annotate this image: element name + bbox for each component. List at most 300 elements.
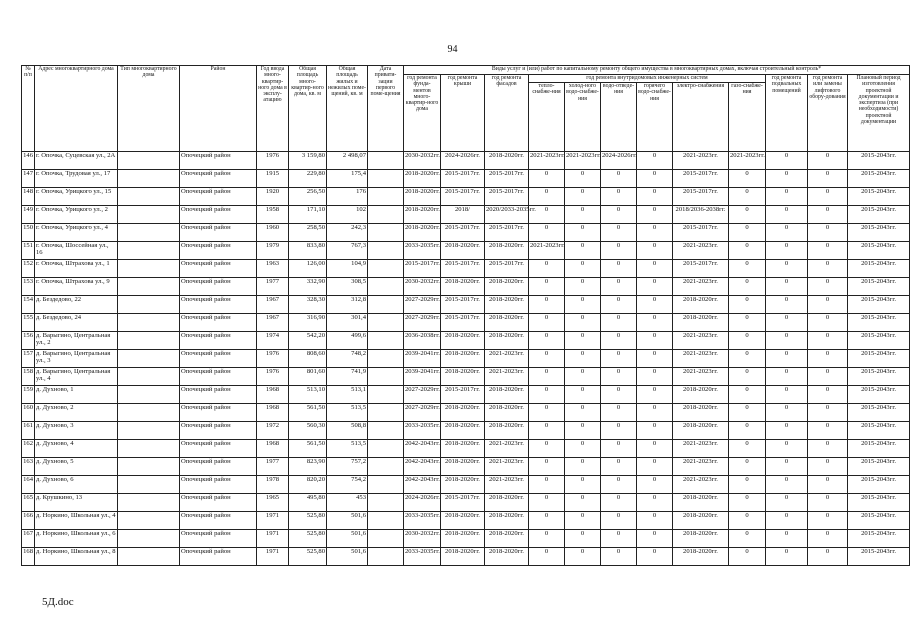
table-cell: 0	[529, 350, 565, 368]
table-cell: Опочецкий район	[180, 260, 257, 278]
table-cell: 2021-2023гг.	[529, 152, 565, 170]
table-cell	[118, 260, 180, 278]
table-row	[22, 386, 910, 404]
table-cell: 328,30	[289, 296, 327, 314]
table-cell: 2018-2020гг.	[673, 386, 729, 404]
table-cell: г. Опочка, Урицкого ул., 15	[35, 188, 118, 206]
table-row	[22, 224, 910, 242]
table-cell: 0	[808, 242, 848, 260]
table-row	[22, 404, 910, 422]
table-cell: 2018-2020гг.	[485, 404, 529, 422]
table-cell: Опочецкий район	[180, 296, 257, 314]
table-cell: д. Варыгино, Центральная ул., 4	[35, 368, 118, 386]
table-cell	[118, 494, 180, 512]
table-cell: 0	[601, 242, 637, 260]
table-cell: 2018-2020гг.	[441, 440, 485, 458]
table-cell: 166	[22, 512, 35, 530]
table-cell: 2015-2043гг.	[848, 296, 910, 314]
table-cell: 126,00	[289, 260, 327, 278]
table-cell: 0	[601, 296, 637, 314]
table-cell: 0	[808, 548, 848, 566]
table-cell: 0	[565, 260, 601, 278]
table-cell: 833,80	[289, 242, 327, 260]
table-cell: 0	[637, 404, 673, 422]
table-cell: д. Варыгино, Центральная ул., 2	[35, 332, 118, 350]
table-cell: 1968	[257, 386, 289, 404]
table-cell	[118, 440, 180, 458]
table-cell: 2018-2020гг.	[673, 530, 729, 548]
table-cell: 0	[766, 224, 808, 242]
table-cell: 1971	[257, 548, 289, 566]
table-cell: 2015-2043гг.	[848, 494, 910, 512]
table-cell: 820,20	[289, 476, 327, 494]
table-cell: Опочецкий район	[180, 314, 257, 332]
table-cell: 2018-2020гг.	[485, 278, 529, 296]
table-cell: 513,10	[289, 386, 327, 404]
table-cell: 0	[729, 530, 766, 548]
table-cell	[368, 350, 404, 368]
table-cell: 171,10	[289, 206, 327, 224]
table-cell: 0	[729, 188, 766, 206]
table-cell: 0	[766, 368, 808, 386]
table-cell: 2024-2026гг.	[441, 152, 485, 170]
table-cell: 1976	[257, 350, 289, 368]
table-cell: 0	[729, 458, 766, 476]
table-cell: 2015-2017гг.	[673, 224, 729, 242]
table-cell: 0	[808, 458, 848, 476]
table-cell: 2018-2020гг.	[673, 296, 729, 314]
table-cell: 2018-2020гг.	[485, 512, 529, 530]
table-cell: 0	[565, 530, 601, 548]
table-cell: 501,6	[327, 512, 368, 530]
table-cell: 757,2	[327, 458, 368, 476]
table-cell: 2018-2020гг.	[673, 404, 729, 422]
table-cell: 0	[729, 422, 766, 440]
table-cell: 102	[327, 206, 368, 224]
table-cell: 0	[637, 494, 673, 512]
table-cell: 0	[565, 404, 601, 422]
table-cell: 2021-2023гг.	[485, 458, 529, 476]
table-cell: 2015-2043гг.	[848, 278, 910, 296]
header-year-built: Год ввода много-квартир-ного дома в эксплу-атацию	[257, 66, 289, 152]
table-cell: 159	[22, 386, 35, 404]
table-cell	[368, 476, 404, 494]
table-cell: 2015-2017гг.	[673, 188, 729, 206]
table-cell: 258,50	[289, 224, 327, 242]
table-cell: д. Духново, 3	[35, 422, 118, 440]
table-cell: 2015-2043гг.	[848, 332, 910, 350]
table-cell: 0	[766, 260, 808, 278]
table-cell: 0	[766, 296, 808, 314]
table-cell: 0	[565, 386, 601, 404]
table-cell: 2015-2043гг.	[848, 314, 910, 332]
table-cell: г. Опочка, Шоссейная ул., 16	[35, 242, 118, 260]
table-cell: 162	[22, 440, 35, 458]
table-cell: 256,50	[289, 188, 327, 206]
table-cell: 542,20	[289, 332, 327, 350]
table-cell: 2018-2020гг.	[485, 386, 529, 404]
table-cell: 1920	[257, 188, 289, 206]
table-cell: 151	[22, 242, 35, 260]
table-cell: 0	[637, 260, 673, 278]
table-cell: 801,60	[289, 368, 327, 386]
table-cell: 0	[808, 224, 848, 242]
table-cell	[118, 458, 180, 476]
table-cell: 0	[808, 332, 848, 350]
table-cell: 2033-2035гг.	[404, 548, 441, 566]
table-cell: 2021-2023гг.	[485, 368, 529, 386]
table-cell: 0	[529, 512, 565, 530]
table-cell	[368, 224, 404, 242]
table-cell: 0	[601, 350, 637, 368]
table-cell: 1974	[257, 332, 289, 350]
table-cell: 0	[601, 206, 637, 224]
table-row	[22, 422, 910, 440]
table-cell: 513,5	[327, 440, 368, 458]
table-cell: 0	[808, 476, 848, 494]
table-cell: 2030-2032гг.	[404, 530, 441, 548]
table-row	[22, 278, 910, 296]
table-cell: Опочецкий район	[180, 242, 257, 260]
table-cell: 2018-2020гг.	[441, 512, 485, 530]
table-cell: 0	[637, 188, 673, 206]
table-cell: 0	[808, 440, 848, 458]
table-cell: Опочецкий район	[180, 224, 257, 242]
table-cell: 2015-2043гг.	[848, 368, 910, 386]
table-cell: 0	[529, 476, 565, 494]
table-cell	[118, 368, 180, 386]
table-cell: 0	[729, 224, 766, 242]
table-cell: Опочецкий район	[180, 404, 257, 422]
table-cell: 0	[637, 170, 673, 188]
table-cell: 2018-2020гг.	[485, 152, 529, 170]
table-cell: 2018-2020гг.	[441, 332, 485, 350]
table-cell: 2015-2017гг.	[441, 314, 485, 332]
table-row	[22, 188, 910, 206]
table-cell: 1960	[257, 224, 289, 242]
table-cell: 0	[565, 458, 601, 476]
table-cell: 156	[22, 332, 35, 350]
table-cell: 2015-2017гг.	[441, 296, 485, 314]
table-cell	[368, 494, 404, 512]
table-cell: 2015-2017гг.	[441, 260, 485, 278]
table-cell: 508,8	[327, 422, 368, 440]
table-cell: 0	[729, 260, 766, 278]
table-cell: 165	[22, 494, 35, 512]
table-cell: 754,2	[327, 476, 368, 494]
table-cell: Опочецкий район	[180, 332, 257, 350]
table-cell: 0	[808, 260, 848, 278]
table-cell: 2015-2017гг.	[673, 170, 729, 188]
table-cell: 175,4	[327, 170, 368, 188]
table-cell: 176	[327, 188, 368, 206]
table-cell: 0	[529, 224, 565, 242]
table-cell: Опочецкий район	[180, 422, 257, 440]
table-cell: 2018-2020гг.	[485, 494, 529, 512]
header-cold-water: холод-ного водо-снабже-ния	[565, 83, 601, 152]
table-cell: 0	[808, 350, 848, 368]
table-cell: 2018-2020гг.	[404, 224, 441, 242]
table-cell: Опочецкий район	[180, 170, 257, 188]
table-cell: д. Варыгино, Центральная ул., 3	[35, 350, 118, 368]
table-cell: 0	[529, 386, 565, 404]
table-cell: 2036-2038гг.	[404, 332, 441, 350]
table-cell: 2021-2023гг.	[485, 476, 529, 494]
table-cell: 1972	[257, 422, 289, 440]
header-design: Плановый период изготовления проектной документации и экспертиза (при необходимости) проектной документации	[848, 75, 910, 152]
table-cell: д. Норкино, Школьная ул., 6	[35, 530, 118, 548]
table-cell: 2018-2020гг.	[673, 548, 729, 566]
table-cell: 453	[327, 494, 368, 512]
table-cell: 0	[529, 458, 565, 476]
table-cell: 0	[637, 512, 673, 530]
table-body	[22, 152, 910, 566]
table-cell: 0	[637, 296, 673, 314]
table-cell: 2018-2020гг.	[673, 314, 729, 332]
table-cell: 2021-2023гг.	[673, 332, 729, 350]
table-cell	[368, 368, 404, 386]
table-cell: 2018-2020гг.	[485, 332, 529, 350]
table-cell: 2027-2029гг.	[404, 296, 441, 314]
table-cell: 513,5	[327, 404, 368, 422]
table-row	[22, 152, 910, 170]
table-cell: 2018-2020гг.	[404, 206, 441, 224]
table-cell: 0	[565, 314, 601, 332]
table-cell	[368, 332, 404, 350]
table-cell: 154	[22, 296, 35, 314]
table-cell: Опочецкий район	[180, 350, 257, 368]
table-cell: 0	[637, 152, 673, 170]
table-cell: 0	[529, 278, 565, 296]
table-cell: 1963	[257, 260, 289, 278]
table-cell: 2042-2043гг.	[404, 476, 441, 494]
table-row	[22, 530, 910, 548]
table-cell: 525,80	[289, 530, 327, 548]
table-cell: 2018-2020гг.	[485, 314, 529, 332]
table-cell	[368, 440, 404, 458]
table-cell: 2018/	[441, 206, 485, 224]
table-cell	[368, 278, 404, 296]
table-cell: 0	[565, 440, 601, 458]
table-cell: 0	[529, 530, 565, 548]
table-cell: д. Духново, 2	[35, 404, 118, 422]
table-cell	[118, 152, 180, 170]
table-cell: 0	[766, 332, 808, 350]
header-basement: год ремонта подвальных помещений	[766, 75, 808, 152]
table-cell: 0	[766, 152, 808, 170]
table-cell: 242,3	[327, 224, 368, 242]
header-hot-water: горячего водо-снабже-ния	[637, 83, 673, 152]
table-cell	[118, 350, 180, 368]
table-cell: д. Духново, 6	[35, 476, 118, 494]
table-cell: 0	[808, 188, 848, 206]
table-cell: 0	[529, 296, 565, 314]
table-cell: 0	[729, 332, 766, 350]
table-cell: 0	[766, 188, 808, 206]
table-row	[22, 170, 910, 188]
table-cell: 2018-2020гг.	[441, 242, 485, 260]
table-cell: 2027-2029гг.	[404, 404, 441, 422]
table-cell: 0	[729, 278, 766, 296]
table-cell: 0	[637, 206, 673, 224]
table-cell: 1977	[257, 458, 289, 476]
table-cell: 0	[729, 314, 766, 332]
table-cell: 2015-2043гг.	[848, 206, 910, 224]
table-cell: 2024-2026гг.	[601, 152, 637, 170]
table-cell: 1968	[257, 404, 289, 422]
table-cell: 2015-2043гг.	[848, 530, 910, 548]
table-cell: 495,80	[289, 494, 327, 512]
table-cell: 2042-2043гг.	[404, 458, 441, 476]
table-cell: 2018-2020гг.	[441, 548, 485, 566]
header-area-total: Общая площадь много-квартир-ного дома, кв. м	[289, 66, 327, 152]
table-cell: 1971	[257, 530, 289, 548]
table-cell: Опочецкий район	[180, 152, 257, 170]
table-cell: 0	[637, 224, 673, 242]
table-cell: 0	[729, 242, 766, 260]
table-cell	[368, 242, 404, 260]
table-cell: 561,50	[289, 404, 327, 422]
table-cell: 0	[808, 170, 848, 188]
table-cell: 2015-2043гг.	[848, 224, 910, 242]
table-cell: Опочецкий район	[180, 440, 257, 458]
table-cell: 2033-2035гг.	[404, 422, 441, 440]
table-cell: 2015-2043гг.	[848, 404, 910, 422]
header-systems-group: год ремонта внутридомовых инженерных систем	[529, 75, 766, 83]
table-cell: 2018-2020гг.	[441, 530, 485, 548]
table-cell: 2021-2023гг.	[529, 242, 565, 260]
table-cell: 767,3	[327, 242, 368, 260]
header-roof: год ремонта крыши	[441, 75, 485, 152]
table-row	[22, 260, 910, 278]
table-cell	[118, 530, 180, 548]
table-row	[22, 332, 910, 350]
table-cell: 0	[766, 206, 808, 224]
table-cell: Опочецкий район	[180, 188, 257, 206]
table-cell: 2027-2029гг.	[404, 386, 441, 404]
table-cell: 2015-2043гг.	[848, 458, 910, 476]
table-cell: 0	[601, 386, 637, 404]
table-cell: 0	[565, 368, 601, 386]
table-cell: 0	[766, 350, 808, 368]
table-cell: 0	[601, 314, 637, 332]
table-cell: 2021-2023гг.	[673, 458, 729, 476]
table-cell	[118, 224, 180, 242]
table-cell: 2030-2032гг.	[404, 152, 441, 170]
table-cell: 2030-2032гг.	[404, 278, 441, 296]
table-cell: Опочецкий район	[180, 530, 257, 548]
table-cell: 0	[601, 368, 637, 386]
table-cell	[118, 314, 180, 332]
table-cell: 0	[808, 278, 848, 296]
table-cell: 168	[22, 548, 35, 566]
table-cell: 2015-2017гг.	[485, 170, 529, 188]
table-cell: 0	[529, 422, 565, 440]
table-cell	[368, 404, 404, 422]
table-cell: 2015-2043гг.	[848, 476, 910, 494]
table-cell: 157	[22, 350, 35, 368]
table-cell: 0	[601, 494, 637, 512]
table-cell: д. Духново, 1	[35, 386, 118, 404]
header-privatization: Дата привати-зации первого поме-щения	[368, 66, 404, 152]
table-cell: 2015-2017гг.	[441, 188, 485, 206]
table-cell: 0	[766, 530, 808, 548]
table-cell: 0	[729, 476, 766, 494]
table-cell: 0	[565, 512, 601, 530]
table-cell: 0	[637, 314, 673, 332]
table-row	[22, 458, 910, 476]
table-cell: 2015-2043гг.	[848, 440, 910, 458]
table-cell: 2018-2020гг.	[673, 512, 729, 530]
table-row	[22, 476, 910, 494]
table-cell: 2015-2043гг.	[848, 188, 910, 206]
table-cell: 312,8	[327, 296, 368, 314]
table-cell	[368, 530, 404, 548]
table-cell: 0	[601, 224, 637, 242]
table-cell: 0	[565, 188, 601, 206]
table-cell	[118, 332, 180, 350]
table-cell: 2033-2035гг.	[404, 512, 441, 530]
table-cell	[118, 476, 180, 494]
table-cell: Опочецкий район	[180, 494, 257, 512]
table-cell: 2024-2026гг.	[404, 494, 441, 512]
table-cell	[368, 458, 404, 476]
table-cell: 2015-2043гг.	[848, 512, 910, 530]
table-row	[22, 350, 910, 368]
header-sewer: водо-отведе-ния	[601, 83, 637, 152]
table-cell: 1976	[257, 368, 289, 386]
table-cell: 0	[601, 170, 637, 188]
table-cell: 2021-2023гг.	[673, 350, 729, 368]
table-cell: 1967	[257, 296, 289, 314]
table-cell: 808,60	[289, 350, 327, 368]
table-cell: Опочецкий район	[180, 278, 257, 296]
table-cell: 0	[808, 404, 848, 422]
table-cell	[118, 206, 180, 224]
table-cell: 2021-2023гг.	[673, 278, 729, 296]
header-facade: год ремонта фасадов	[485, 75, 529, 152]
table-cell: 160	[22, 404, 35, 422]
table-cell: 332,90	[289, 278, 327, 296]
table-cell	[368, 314, 404, 332]
table-cell	[118, 278, 180, 296]
table-cell: 0	[766, 386, 808, 404]
table-cell: 0	[529, 332, 565, 350]
table-cell: 2039-2041гг.	[404, 350, 441, 368]
table-cell: 153	[22, 278, 35, 296]
table-cell: 2018-2020гг.	[441, 350, 485, 368]
table-cell: г. Опочка, Урицкого ул., 4	[35, 224, 118, 242]
table-cell: 1965	[257, 494, 289, 512]
table-cell: 316,90	[289, 314, 327, 332]
table-cell: 2015-2017гг.	[404, 260, 441, 278]
table-cell: г. Опочка, Трудовая ул., 17	[35, 170, 118, 188]
table-cell: 0	[729, 404, 766, 422]
header-gas: газо-снабже-ния	[729, 83, 766, 152]
table-cell: 1977	[257, 278, 289, 296]
table-cell: 0	[601, 332, 637, 350]
table-cell: г. Опочка, Суцевская ул., 2А	[35, 152, 118, 170]
header-electro: электро-снабжения	[673, 83, 729, 152]
table-cell: 0	[766, 494, 808, 512]
table-row	[22, 494, 910, 512]
header-foundation: год ремонта фунда-ментов много-квартир-ного дома	[404, 75, 441, 152]
table-cell: 0	[729, 350, 766, 368]
table-cell: Опочецкий район	[180, 386, 257, 404]
table-cell: 741,9	[327, 368, 368, 386]
table-cell: 2018/2036-2038гг.	[673, 206, 729, 224]
table-cell: 0	[601, 458, 637, 476]
